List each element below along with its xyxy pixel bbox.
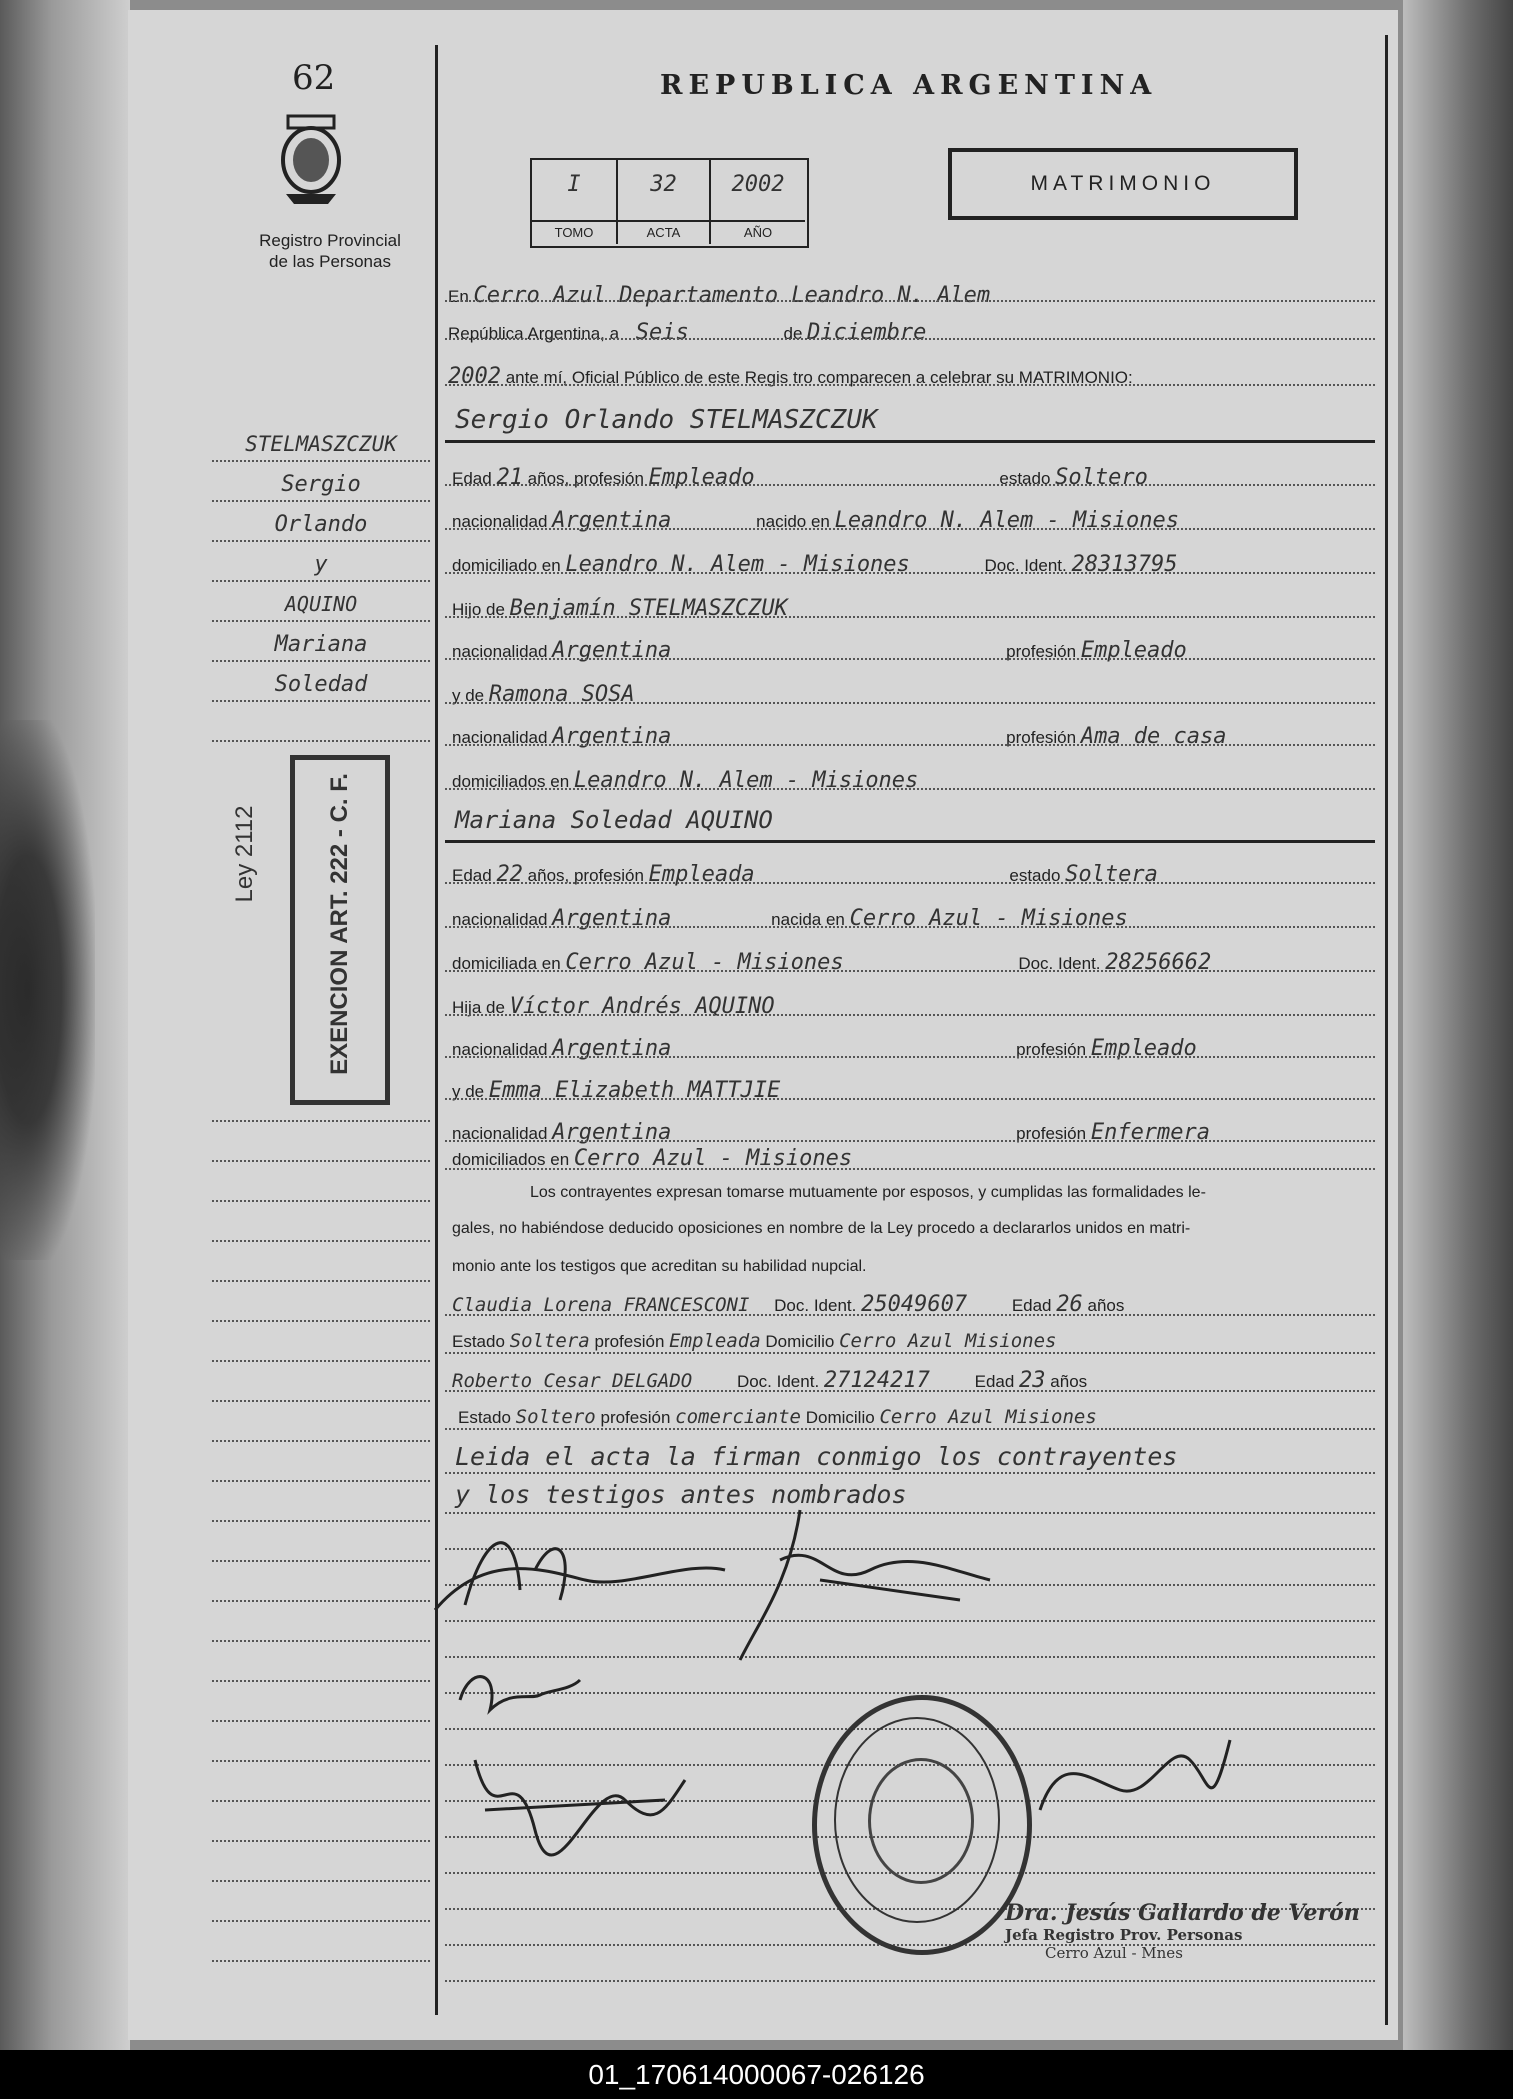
bride-parents-domicile: Cerro Azul - Misiones [573,1146,853,1171]
bride-mother-profession: Enfermera [1090,1120,1211,1145]
bride-mother: Emma Elizabeth MATTJIE [488,1078,781,1103]
margin-rule [212,620,430,623]
anio-cell [711,160,805,244]
margin-rule [212,700,430,703]
rule [445,1980,1375,1983]
margin-rule [212,580,430,583]
image-id-footer: 01_170614000067-026126 [0,2050,1513,2099]
intro-place-line [448,283,990,308]
nacionalidad-label: nacionalidad [452,1040,548,1059]
groom-father: Benjamín STELMASZCZUK [509,596,788,621]
domiciliados-label: domiciliados en [452,772,570,791]
intro-month: Diciembre [807,320,927,345]
rule [445,970,1375,973]
rule [445,1428,1375,1431]
acta-value: 32 [650,172,677,197]
official-title: Jefa Registro Prov. Personas [1005,1926,1243,1944]
bride-name-line [455,806,773,834]
registry-line-2: de las Personas [269,252,391,271]
profesion-label: profesión [1016,1040,1087,1059]
declaration-line-1: Los contrayentes expresan tomarse mutuamente por esposos, y cumplidas las formalidades le- [530,1184,1206,1201]
bride-estado: Soltera [1065,862,1158,887]
margin-rule [212,540,430,543]
witness-1-doc: 25049607 [861,1292,968,1317]
doc-label: Doc. Ident. [774,1296,857,1315]
groom-father-profession: Empleado [1080,638,1187,663]
rule [445,528,1375,531]
anos-label: años [1050,1372,1088,1391]
domiciliado-label: domiciliado en [452,556,561,575]
witness-1-domicile: Cerro Azul Misiones [839,1330,1057,1352]
official-block [1005,1900,1360,1962]
groom-mother-nationality: Argentina [552,724,672,749]
margin-rule [212,1240,430,1243]
intro-date-line [448,320,926,345]
groom-mother: Ramona SOSA [488,682,635,707]
nacida-label: nacida en [771,910,845,929]
margin-rule [212,1880,430,1883]
groom-parents-domicile: Leandro N. Alem - Misiones [573,768,919,793]
acta-cell [618,160,711,244]
groom-estado: Soltero [1055,465,1148,490]
signature-witness-1 [450,1660,590,1730]
rule [445,658,1375,661]
record-number-box [530,158,809,248]
bride-father-profession: Empleado [1090,1036,1197,1061]
section-rule [445,840,1375,843]
y-de-label: y de [452,686,485,705]
bride-doc: 28256662 [1105,950,1212,975]
doc-label: Doc. Ident. [1018,954,1101,973]
margin-rule [212,1320,430,1323]
declaration-line-3: monio ante los testigos que acreditan su habilidad nupcial. [452,1258,867,1275]
bride-domicile: Cerro Azul - Misiones [565,950,844,975]
margin-rule [212,1800,430,1803]
groom-age: 21 [496,465,523,490]
witness-2-doc: 27124217 [823,1368,930,1393]
witness-1-estado: Soltera [509,1330,590,1352]
margin-rule [212,1280,430,1283]
profesion-label: profesión [1016,1124,1087,1143]
anos-label: años, profesión [527,469,644,488]
section-rule [445,440,1375,443]
profesion-label: profesión [594,1332,665,1351]
margin-rule [212,660,430,663]
groom-name: Sergio Orlando STELMASZCZUK [455,405,878,435]
country-header: REPUBLICA ARGENTINA [660,70,1158,101]
margin-name-4: Soledad [274,672,368,697]
margin-rule [212,1680,430,1683]
signature-groom [425,1510,745,1630]
exemption-stamp-law: Ley 2112 [231,805,258,903]
bride-nationality: Argentina [552,906,672,931]
rule [445,1056,1375,1059]
closing-line-2: y los testigos antes nombrados [455,1480,907,1509]
margin-rule [212,1720,430,1723]
groom-profession: Empleado [648,465,755,490]
margin-rule [212,1840,430,1843]
groom-domicile: Leandro N. Alem - Misiones [565,552,910,577]
margin-rule [212,1160,430,1163]
rule [445,744,1375,747]
rule [445,384,1375,387]
signature-bride [720,1500,1010,1670]
hija-label: Hija de [452,998,505,1017]
tomo-cell [532,160,618,244]
margin-rule [212,1640,430,1643]
groom-nationality: Argentina [552,508,672,533]
bride-mother-nationality: Argentina [552,1120,672,1145]
estado-label: Estado [452,1332,505,1351]
anio-value: 2002 [731,172,785,197]
rule [445,1098,1375,1101]
doc-label: Doc. Ident. [736,1372,820,1391]
coat-of-arms-icon [278,112,344,208]
margin-rule [212,1920,430,1923]
witness-2-profession: comerciante [675,1406,801,1428]
bride-father: Víctor Andrés AQUINO [509,994,775,1019]
acta-label: ACTA [618,220,709,244]
groom-birthplace: Leandro N. Alem - Misiones [834,508,1179,533]
declaration-line-2: gales, no habiéndose deducido oposiciones en nombre de la Ley procedo a declararlos unidos en matri- [452,1220,1191,1237]
witness-1-detail-line [452,1330,1056,1352]
groom-mother-profession: Ama de casa [1080,724,1227,749]
nacionalidad-label: nacionalidad [452,728,548,747]
edad-label: Edad [974,1372,1015,1391]
rule [445,484,1375,487]
domicilio-label: Domicilio [805,1408,875,1427]
margin-rule [212,1480,430,1483]
nacionalidad-label: nacionalidad [452,642,548,661]
official-name: Dra. Jesús Gallardo de Verón [1005,1900,1360,1926]
estado-label: Estado [458,1408,511,1427]
record-type: MATRIMONIO [948,148,1298,220]
seal-emblem-icon [868,1758,974,1884]
nacionalidad-label: nacionalidad [452,512,548,531]
official-place: Cerro Azul - Mnes [1045,1944,1183,1962]
witness-2-name: Roberto Cesar DELGADO [452,1370,693,1392]
margin-rule [212,1440,430,1443]
domiciliada-label: domiciliada en [452,954,561,973]
rule [445,300,1375,303]
margin-rule [212,1400,430,1403]
margin-name-3: Mariana [274,632,368,657]
hijo-label: Hijo de [452,600,505,619]
intro-day: Seis [635,320,689,345]
de-label: de [783,324,803,343]
groom-name-line [455,405,878,435]
bride-father-nationality: Argentina [552,1036,672,1061]
witness-2-estado: Soltero [515,1406,596,1428]
rule [445,926,1375,929]
tomo-value: I [567,172,581,197]
witness-1-profession: Empleada [669,1330,761,1352]
margin-surname-groom: STELMASZCZUK [245,432,397,456]
bride-age: 22 [496,862,523,887]
column-divider [435,45,438,2015]
signature-witness-2 [455,1740,695,1860]
rule [445,1140,1375,1143]
page-number: 62 [292,58,336,98]
anio-label: AÑO [711,220,805,244]
witness-2-domicile: Cerro Azul Misiones [879,1406,1097,1428]
closing-line-1: Leida el acta la firman conmigo los contrayentes [455,1442,1178,1471]
nacionalidad-label: nacionalidad [452,1124,548,1143]
witness-2-detail-line [458,1406,1097,1428]
doc-label: Doc. Ident. [984,556,1067,575]
edad-label: Edad [452,866,492,885]
rule [445,1390,1375,1393]
rule [445,616,1375,619]
rule [445,882,1375,885]
margin-rule [212,1360,430,1363]
witness-1-name: Claudia Lorena FRANCESCONI [452,1294,750,1316]
signature-official [1030,1720,1240,1830]
bride-profession: Empleada [648,862,755,887]
margin-rule [212,500,430,503]
groom-father-nationality: Argentina [552,638,672,663]
registry-line-1: Registro Provincial [259,231,401,250]
ink-blot [0,720,95,1260]
intro-place: Cerro Azul Departamento Leandro N. Alem [473,283,991,308]
anos-label: años, profesión [527,866,644,885]
margin-conjunction: y [314,552,328,577]
margin-name-2: Orlando [274,512,368,537]
witness-2-age: 23 [1019,1368,1046,1393]
margin-rule [212,1760,430,1763]
profesion-label: profesión [600,1408,671,1427]
margin-rule [212,1600,430,1603]
exemption-stamp [231,755,390,1105]
estado-label: estado [1009,866,1061,885]
rule [445,1014,1375,1017]
rule [445,1168,1375,1171]
rule [445,788,1375,791]
bride-birthplace: Cerro Azul - Misiones [849,906,1128,931]
estado-label: estado [999,469,1051,488]
y-de-label: y de [452,1082,485,1101]
profesion-label: profesión [1006,642,1077,661]
margin-rule [212,1120,430,1123]
page-edge [1403,0,1513,2050]
tomo-label: TOMO [532,220,616,244]
margin-rule [212,1520,430,1523]
registry-label [225,230,435,272]
intro-year: 2002 [448,364,501,389]
rule [445,572,1375,575]
exemption-stamp-text: EXENCION ART. 222 - C. F. [326,773,353,1075]
witness-1-age: 26 [1056,1292,1083,1317]
margin-surname-bride: AQUINO [284,592,358,616]
domiciliados-label: domiciliados en [452,1150,570,1169]
anos-label: años [1087,1296,1125,1315]
margin-rule [212,1560,430,1563]
right-border [1385,35,1388,2025]
republic-label: República Argentina, a [448,324,620,343]
en-label: En [448,287,469,306]
rule [445,338,1375,341]
groom-doc: 28313795 [1071,552,1178,577]
rule [445,1352,1375,1355]
intro-text: ante mí, Oficial Público de este Regis tro comparecen a celebrar su MATRIMONIO: [505,368,1133,387]
rule [445,1314,1375,1317]
nacido-label: nacido en [756,512,830,531]
margin-name-1: Sergio [281,472,361,497]
margin-rule [212,1200,430,1203]
edad-label: Edad [452,469,492,488]
edad-label: Edad [1011,1296,1052,1315]
bride-name: Mariana Soledad AQUINO [455,806,773,834]
profesion-label: profesión [1006,728,1077,747]
rule [445,1472,1375,1475]
rule [445,702,1375,705]
nacionalidad-label: nacionalidad [452,910,548,929]
margin-rule [212,1960,430,1963]
margin-rule [212,740,430,743]
margin-rule [212,460,430,463]
domicilio-label: Domicilio [765,1332,835,1351]
